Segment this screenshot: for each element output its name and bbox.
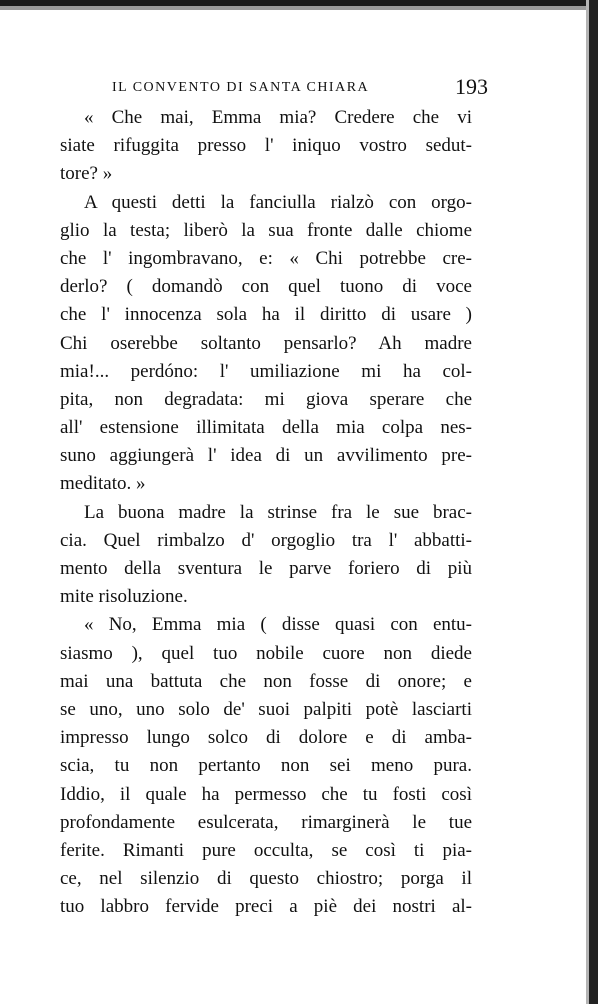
text-line: A questi detti la fanciulla rialzò con orgo- <box>84 191 472 213</box>
text-line: suno aggiungerà l' idea di un avvilimento pre- <box>60 445 472 467</box>
text-line: tuo labbro fervide preci a piè dei nostri al- <box>60 896 472 918</box>
text-line: siasmo ), quel tuo nobile cuore non diede <box>60 642 472 664</box>
text-line: Iddio, il quale ha permesso che tu fosti così <box>60 783 472 805</box>
text-line: ce, nel silenzio di questo chiostro; porga il <box>60 868 472 890</box>
text-line: all' estensione illimitata della mia colpa nes- <box>60 417 472 439</box>
text-line: meditato. » <box>60 473 146 495</box>
text-line: siate rifuggita presso l' iniquo vostro sedut- <box>60 135 472 157</box>
text-line: glio la testa; liberò la sua fronte dalle chiome <box>60 219 472 241</box>
text-line: cia. Quel rimbalzo d' orgoglio tra l' abbatti- <box>60 529 472 551</box>
text-line: derlo? ( domandò con quel tuono di voce <box>60 276 472 298</box>
text-line: mia!... perdóno: l' umiliazione mi ha col- <box>60 360 472 382</box>
page-header <box>112 70 488 100</box>
text-line: Chi oserebbe soltanto pensarlo? Ah madre <box>60 332 472 354</box>
text-line: « Che mai, Emma mia? Credere che vi <box>84 107 472 128</box>
text-line: La buona madre la strinse fra le sue brac- <box>84 501 472 523</box>
book-page <box>60 70 488 921</box>
body-text <box>60 104 472 921</box>
text-line: mento della sventura le parve foriero di più <box>60 558 472 579</box>
text-line: profondamente esulcerata, rimarginerà le tue <box>60 811 472 833</box>
running-title: IL CONVENTO DI SANTA CHIARA <box>112 80 370 95</box>
text-line: che l' innocenza sola ha il diritto di usare ) <box>60 304 472 326</box>
text-line: se uno, uno solo de' suoi palpiti potè lasciarti <box>60 698 472 720</box>
text-line: impresso lungo solco di dolore e di amba- <box>60 727 472 749</box>
scan-edge-top-shadow <box>0 6 598 10</box>
page-number: 193 <box>455 74 488 99</box>
text-line: ferite. Rimanti pure occulta, se così ti pia- <box>60 839 472 861</box>
text-line: tore? » <box>60 163 113 185</box>
text-line: che l' ingombravano, e: « Chi potrebbe cre- <box>60 247 472 269</box>
scan-edge-right <box>589 0 598 1004</box>
text-line: « No, Emma mia ( disse quasi con entu- <box>84 614 472 636</box>
text-line: scia, tu non pertanto non sei meno pura. <box>60 755 472 777</box>
text-line: pita, non degradata: mi giova sperare che <box>60 388 472 410</box>
text-line: mite risoluzione. <box>60 586 188 608</box>
text-line: mai una battuta che non fosse di onore; e <box>60 670 472 692</box>
